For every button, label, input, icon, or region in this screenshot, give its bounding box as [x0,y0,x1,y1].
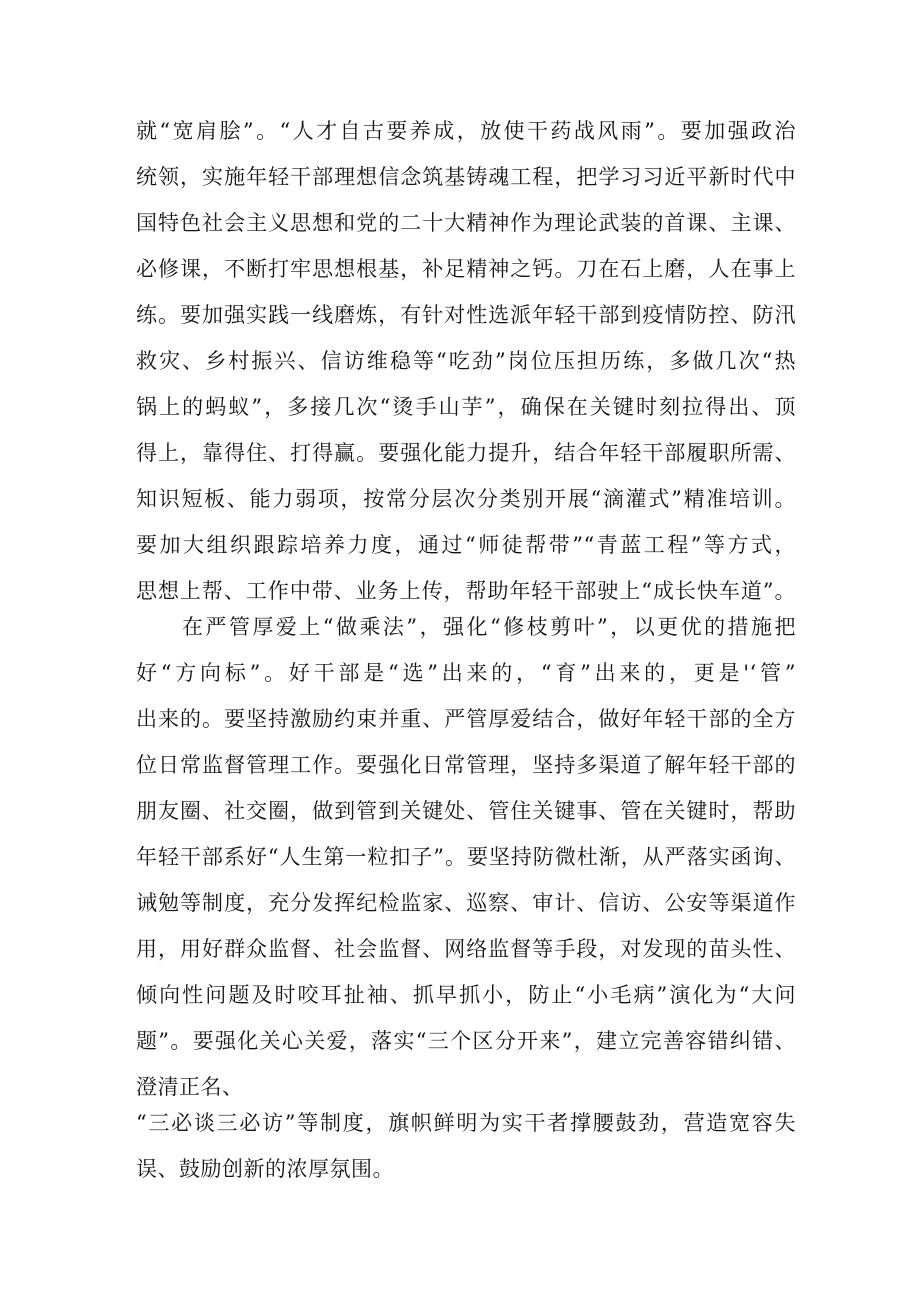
text-line: 统领，实施年轻干部理想信念筑基铸魂工程，把学习习近平新时代中 [136,165,796,189]
text-line: 就“宽肩脍”。“人才自古要养成，放使干药战风雨”。要加强政治 [136,119,796,143]
text-line: 朋友圈、社交圈，做到管到关键处、管住关键事、管在关键时，帮助 [136,799,796,823]
text-line: “三必谈三必访”等制度，旗帜鲜明为实干者撑腰鼓劲，营造宽容失 [136,1111,796,1135]
text-line: 得上，靠得住、打得赢。要强化能力提升，结合年轻干部履职所需、 [136,441,796,465]
text-line: 在严管厚爱上“做乘法”，强化“修枝剪叶”，以更优的措施把 [182,615,796,639]
text-line: 题”。要强化关心关爱，落实“三个区分开来”，建立完善容错纠错、 [136,1029,796,1053]
text-line: 误、鼓励创新的浓厚氛围。 [136,1157,394,1181]
paragraph-2 [136,604,796,1110]
text-line: 练。要加强实践一线磨炼，有针对性选派年轻干部到疫情防控、防汛 [136,303,796,327]
text-line: 必修课，不断打牢思想根基，补足精神之钙。刀在石上磨，人在事上 [136,257,796,281]
text-line: 诫勉等制度，充分发挥纪检监家、巡察、审计、信访、公安等渠道作 [136,891,796,915]
text-line: 好“方向标”。好干部是“选”出来的，“育”出来的，更是'‘管” [136,661,796,685]
text-line: 思想上帮、工作中带、业务上传，帮助年轻干部驶上“成长快车道”。 [136,579,796,603]
text-line: 出来的。要坚持激励约束并重、严管厚爱结合，做好年轻干部的全方 [136,707,796,731]
text-line: 锅上的蚂蚁”，多接几次“烫手山芋”，确保在关键时刻拉得出、顶 [136,395,796,419]
paragraph-1 [136,108,796,614]
text-line: 位日常监督管理工作。要强化日常管理，坚持多渠道了解年轻干部的 [136,753,796,777]
text-line: 救灾、乡村振兴、信访维稳等“吃劲”岗位压担历练，多做几次“热 [136,349,796,373]
text-line: 用，用好群众监督、社会监督、网络监督等手段，对发现的苗头性、 [136,937,796,961]
text-line: 澄清正名、 [136,1075,244,1099]
text-line: 倾向性问题及时咬耳扯袖、抓早抓小，防止“小毛病”演化为“大问 [136,983,796,1007]
text-line: 国特色社会主义思想和党的二十大精神作为理论武装的首课、主课、 [136,211,796,235]
text-line: 年轻干部系好“人生第一粒扣子”。要坚持防微杜渐，从严落实函询、 [136,845,796,869]
text-line: 知识短板、能力弱项，按常分层次分类别开展“滴灌式”精准培训。 [136,487,796,511]
text-line: 要加大组织跟踪培养力度，通过“师徒帮带”“青蓝工程”等方式， [136,533,796,557]
paragraph-3 [136,1100,796,1192]
